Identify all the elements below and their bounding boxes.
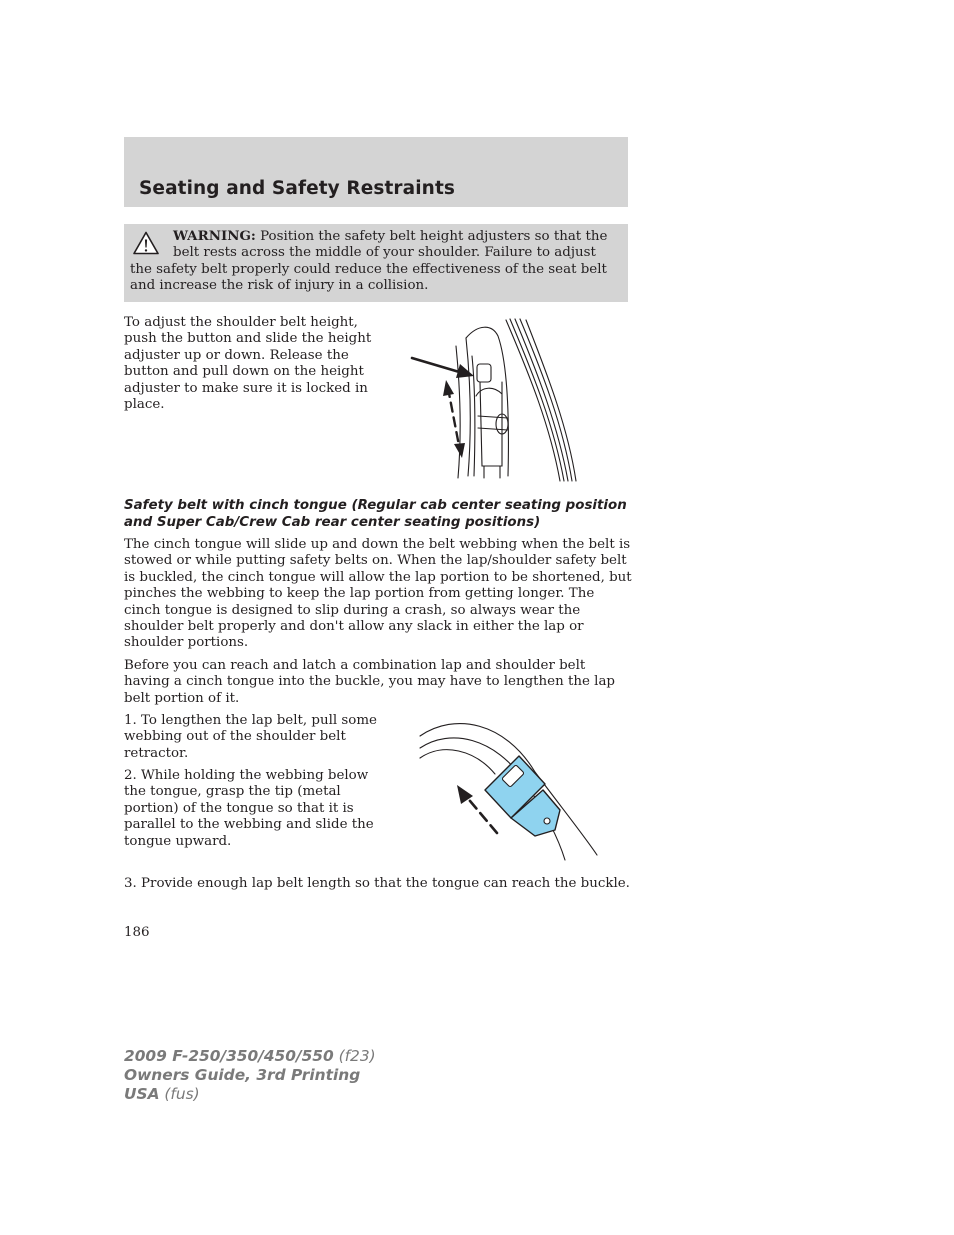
footer-line-3: USA (fus): [124, 1085, 200, 1103]
cinch-tongue-paragraph-2: Before you can reach and latch a combination lap and shoulder belt having a cinch tongue into the buckle, you may have to lengthen the lap belt portion of it.: [124, 658, 616, 706]
document-footer: [124, 1047, 376, 1104]
warning-box: [124, 224, 628, 302]
warning-text-block: [130, 228, 616, 295]
footer-line-2: Owners Guide, 3rd Printing: [124, 1066, 361, 1084]
shoulder-belt-height-adjuster-illustration: [410, 316, 630, 486]
warning-label: WARNING:: [173, 228, 256, 244]
section-header-band: [124, 137, 628, 207]
footer-line-1: 2009 F-250/350/450/550 (f23): [124, 1047, 376, 1065]
cinch-tongue-paragraph-1: The cinch tongue will slide up and down the belt webbing when the belt is stowed or while putting safety belts on. When the lap/shoulder safety belt is buckled, the cinch tongue will allow the lap portion to be shortened, but pinches the webbing to keep the lap portion from getting longer. The cinch tongue is designed to slip during a crash, so always wear the shoulder belt properly and don't allow any slack in either the lap or shoulder portions.: [124, 537, 632, 651]
page-number: 186: [124, 925, 150, 940]
height-adjust-instructions: To adjust the shoulder belt height, push the button and slide the height adjuster up or down. Release the button and pull down on the height adjuster to make sure it is locked in place.: [124, 315, 372, 413]
step-2: 2. While holding the webbing below the tongue, grasp the tip (metal portion) of the tongue so that it is parallel to the webbing and slide the tongue upward.: [124, 768, 374, 849]
warning-body: Position the safety belt height adjusters so that the belt rests across the middle of your shoulder. Failure to adjust the safety belt properly could reduce the effectiveness of the seat belt and increase the risk of injury in a collision.: [130, 229, 608, 294]
section-title: Seating and Safety Restraints: [139, 178, 455, 199]
cinch-tongue-heading: Safety belt with cinch tongue (Regular cab center seating position and Super Cab/Crew Cab rear center seating positions): [124, 498, 627, 530]
step-3: 3. Provide enough lap belt length so that the tongue can reach the buckle.: [124, 876, 630, 891]
step-1: 1. To lengthen the lap belt, pull some webbing out of the shoulder belt retractor.: [124, 713, 377, 761]
cinch-tongue-illustration: [415, 712, 605, 864]
